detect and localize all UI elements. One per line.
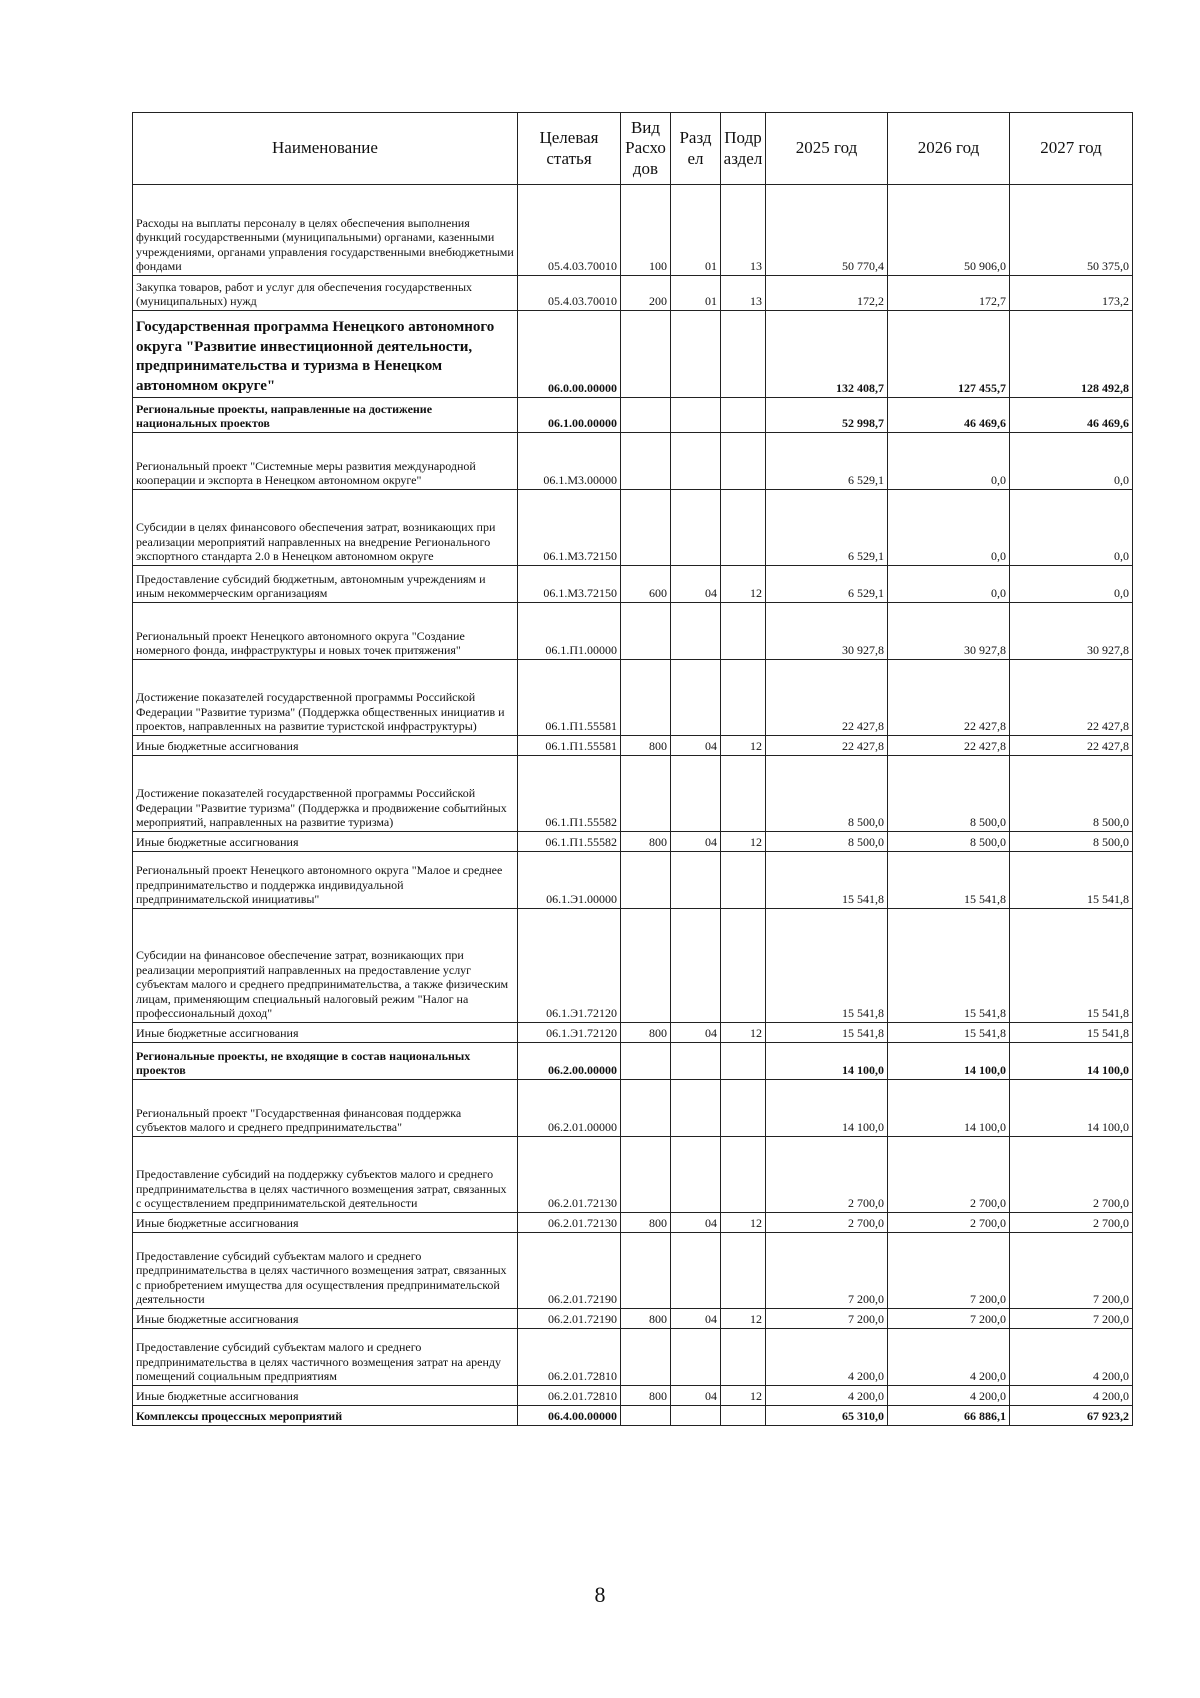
row-name: Предоставление субсидий на поддержку субъектов малого и среднего предпринимательства в целях частичного возмещения затрат, связанных с осуществлением предпринимательской деятельности [133, 1137, 518, 1213]
row-2025: 2 700,0 [766, 1137, 888, 1213]
header-section: Разд ел [671, 113, 721, 185]
row-2025: 2 700,0 [766, 1213, 888, 1233]
row-section: 04 [671, 1213, 721, 1233]
row-type: 800 [621, 1023, 671, 1043]
row-subsection [721, 1043, 766, 1080]
row-2026: 127 455,7 [888, 311, 1010, 398]
row-2027: 30 927,8 [1010, 603, 1133, 660]
row-code: 06.1.М3.00000 [518, 433, 621, 490]
row-2026: 0,0 [888, 490, 1010, 566]
row-name: Субсидии в целях финансового обеспечения затрат, возникающих при реализации мероприятий направленных на внедрение Регионального экспортного стандарта 2.0 в Ненецком автономном округе [133, 490, 518, 566]
row-subsection: 12 [721, 832, 766, 852]
table-row [133, 1080, 1133, 1137]
row-2027: 7 200,0 [1010, 1233, 1133, 1309]
header-2027: 2027 год [1010, 113, 1133, 185]
row-code: 06.2.01.72190 [518, 1309, 621, 1329]
header-2025: 2025 год [766, 113, 888, 185]
row-type: 800 [621, 736, 671, 756]
row-2026: 4 200,0 [888, 1386, 1010, 1406]
row-code: 06.2.00.00000 [518, 1043, 621, 1080]
row-name: Иные бюджетные ассигнования [133, 1309, 518, 1329]
row-subsection: 12 [721, 1023, 766, 1043]
table-body [133, 185, 1133, 1426]
row-type [621, 311, 671, 398]
table-row [133, 1386, 1133, 1406]
row-2026: 14 100,0 [888, 1080, 1010, 1137]
row-2025: 6 529,1 [766, 490, 888, 566]
row-section: 01 [671, 276, 721, 311]
row-name: Достижение показателей государственной программы Российской Федерации "Развитие туризма" (Поддержка общественных инициатив и проектов, направленных на развитие туристской инфраструктуры) [133, 660, 518, 736]
row-2026: 0,0 [888, 566, 1010, 603]
row-2025: 22 427,8 [766, 660, 888, 736]
row-2027: 22 427,8 [1010, 660, 1133, 736]
row-subsection [721, 1329, 766, 1386]
table-row [133, 832, 1133, 852]
row-name: Закупка товаров, работ и услуг для обеспечения государственных (муниципальных) нужд [133, 276, 518, 311]
row-code: 06.1.М3.72150 [518, 490, 621, 566]
row-type [621, 909, 671, 1023]
row-subsection [721, 490, 766, 566]
row-type [621, 1080, 671, 1137]
row-section [671, 756, 721, 832]
row-type [621, 603, 671, 660]
row-subsection [721, 433, 766, 490]
row-2027: 8 500,0 [1010, 756, 1133, 832]
row-2025: 65 310,0 [766, 1406, 888, 1426]
row-2026: 8 500,0 [888, 756, 1010, 832]
table-row [133, 490, 1133, 566]
row-section [671, 1329, 721, 1386]
row-section [671, 1137, 721, 1213]
row-type [621, 1137, 671, 1213]
row-section [671, 603, 721, 660]
row-2027: 128 492,8 [1010, 311, 1133, 398]
row-type [621, 490, 671, 566]
row-2025: 14 100,0 [766, 1043, 888, 1080]
row-type [621, 756, 671, 832]
row-type: 200 [621, 276, 671, 311]
row-2026: 30 927,8 [888, 603, 1010, 660]
budget-table [132, 112, 1133, 1426]
row-name: Региональные проекты, направленные на достижение национальных проектов [133, 398, 518, 433]
table-row [133, 398, 1133, 433]
row-2027: 15 541,8 [1010, 1023, 1133, 1043]
row-name: Предоставление субсидий бюджетным, автономным учреждениям и иным некоммерческим организациям [133, 566, 518, 603]
row-name: Региональный проект Ненецкого автономного округа "Создание номерного фонда, инфраструктуры и новых точек притяжения" [133, 603, 518, 660]
row-subsection [721, 756, 766, 832]
row-2027: 4 200,0 [1010, 1386, 1133, 1406]
row-code: 06.1.П1.55581 [518, 736, 621, 756]
row-2025: 15 541,8 [766, 909, 888, 1023]
table-row [133, 1233, 1133, 1309]
row-2026: 15 541,8 [888, 1023, 1010, 1043]
table-row [133, 852, 1133, 909]
row-section [671, 311, 721, 398]
row-subsection: 12 [721, 1309, 766, 1329]
row-type: 100 [621, 185, 671, 276]
row-code: 06.1.00.00000 [518, 398, 621, 433]
row-2025: 172,2 [766, 276, 888, 311]
row-section [671, 1406, 721, 1426]
row-subsection: 12 [721, 736, 766, 756]
row-2027: 8 500,0 [1010, 832, 1133, 852]
header-type: Вид Расхо дов [621, 113, 671, 185]
row-code: 05.4.03.70010 [518, 276, 621, 311]
row-section [671, 398, 721, 433]
row-code: 06.2.01.00000 [518, 1080, 621, 1137]
row-2027: 173,2 [1010, 276, 1133, 311]
row-section [671, 660, 721, 736]
row-2025: 7 200,0 [766, 1233, 888, 1309]
row-section [671, 433, 721, 490]
row-2025: 4 200,0 [766, 1329, 888, 1386]
row-name: Расходы на выплаты персоналу в целях обеспечения выполнения функций государственными (муниципальными) органами, казенными учреждениями, органами управления государственными внебюджетными фондами [133, 185, 518, 276]
row-subsection [721, 1137, 766, 1213]
row-code: 06.1.Э1.00000 [518, 852, 621, 909]
row-section: 04 [671, 736, 721, 756]
row-subsection: 13 [721, 185, 766, 276]
row-2027: 0,0 [1010, 433, 1133, 490]
row-code: 06.1.М3.72150 [518, 566, 621, 603]
row-2027: 2 700,0 [1010, 1213, 1133, 1233]
row-section [671, 909, 721, 1023]
row-section [671, 490, 721, 566]
row-2025: 15 541,8 [766, 1023, 888, 1043]
table-row [133, 1023, 1133, 1043]
row-2026: 15 541,8 [888, 852, 1010, 909]
row-section [671, 1233, 721, 1309]
row-name: Предоставление субсидий субъектам малого и среднего предпринимательства в целях частичного возмещения затрат на аренду помещений социальным предприятиям [133, 1329, 518, 1386]
row-subsection: 12 [721, 1386, 766, 1406]
row-code: 06.4.00.00000 [518, 1406, 621, 1426]
row-type: 600 [621, 566, 671, 603]
row-code: 06.1.П1.00000 [518, 603, 621, 660]
row-subsection [721, 311, 766, 398]
table-row [133, 1406, 1133, 1426]
row-2026: 8 500,0 [888, 832, 1010, 852]
table-row [133, 1309, 1133, 1329]
header-target: Целевая статья [518, 113, 621, 185]
row-section [671, 852, 721, 909]
row-code: 06.2.01.72810 [518, 1329, 621, 1386]
row-name: Иные бюджетные ассигнования [133, 832, 518, 852]
row-2027: 14 100,0 [1010, 1080, 1133, 1137]
row-2026: 4 200,0 [888, 1329, 1010, 1386]
row-2026: 46 469,6 [888, 398, 1010, 433]
row-section: 04 [671, 1023, 721, 1043]
row-code: 06.1.П1.55582 [518, 832, 621, 852]
row-code: 06.2.01.72130 [518, 1137, 621, 1213]
row-name: Субсидии на финансовое обеспечение затрат, возникающих при реализации мероприятий направленных на предоставление услуг субъектам малого и среднего предпринимательства, а также физическим лицам, применяющим специальный налоговый режим "Налог на профессиональный доход" [133, 909, 518, 1023]
row-subsection: 12 [721, 1213, 766, 1233]
row-section [671, 1043, 721, 1080]
row-subsection: 12 [721, 566, 766, 603]
row-2026: 7 200,0 [888, 1233, 1010, 1309]
page-number: 8 [594, 1582, 606, 1607]
row-code: 06.2.01.72130 [518, 1213, 621, 1233]
row-section: 04 [671, 832, 721, 852]
row-2025: 6 529,1 [766, 566, 888, 603]
row-name: Региональный проект "Системные меры развития международной кооперации и экспорта в Ненецком автономном округе" [133, 433, 518, 490]
row-code: 06.2.01.72190 [518, 1233, 621, 1309]
header-subsection: Подр аздел [721, 113, 766, 185]
row-name: Достижение показателей государственной программы Российской Федерации "Развитие туризма" (Поддержка и продвижение событийных мероприятий, направленных на развитие туризма) [133, 756, 518, 832]
row-2025: 6 529,1 [766, 433, 888, 490]
table-row [133, 1213, 1133, 1233]
row-2026: 7 200,0 [888, 1309, 1010, 1329]
row-name: Иные бюджетные ассигнования [133, 736, 518, 756]
row-2027: 4 200,0 [1010, 1329, 1133, 1386]
row-type [621, 1329, 671, 1386]
row-2025: 50 770,4 [766, 185, 888, 276]
row-2027: 15 541,8 [1010, 909, 1133, 1023]
table-row [133, 660, 1133, 736]
row-name: Комплексы процессных мероприятий [133, 1406, 518, 1426]
row-name: Региональный проект "Государственная финансовая поддержка субъектов малого и среднего предпринимательства" [133, 1080, 518, 1137]
row-subsection [721, 909, 766, 1023]
row-subsection [721, 660, 766, 736]
row-2027: 0,0 [1010, 566, 1133, 603]
row-subsection [721, 1406, 766, 1426]
row-2027: 14 100,0 [1010, 1043, 1133, 1080]
row-subsection [721, 852, 766, 909]
header-row [133, 113, 1133, 185]
row-2027: 46 469,6 [1010, 398, 1133, 433]
row-2025: 22 427,8 [766, 736, 888, 756]
row-code: 06.0.00.00000 [518, 311, 621, 398]
row-2025: 8 500,0 [766, 756, 888, 832]
row-2026: 50 906,0 [888, 185, 1010, 276]
row-type: 800 [621, 1309, 671, 1329]
header-2026: 2026 год [888, 113, 1010, 185]
row-type [621, 1406, 671, 1426]
row-2026: 22 427,8 [888, 660, 1010, 736]
row-name: Региональные проекты, не входящие в состав национальных проектов [133, 1043, 518, 1080]
row-subsection [721, 1233, 766, 1309]
row-2026: 22 427,8 [888, 736, 1010, 756]
row-2026: 14 100,0 [888, 1043, 1010, 1080]
table-row [133, 909, 1133, 1023]
row-2026: 15 541,8 [888, 909, 1010, 1023]
row-section: 04 [671, 566, 721, 603]
row-2025: 132 408,7 [766, 311, 888, 398]
row-2027: 7 200,0 [1010, 1309, 1133, 1329]
row-section: 01 [671, 185, 721, 276]
row-type [621, 398, 671, 433]
row-name: Иные бюджетные ассигнования [133, 1213, 518, 1233]
row-code: 06.2.01.72810 [518, 1386, 621, 1406]
row-2025: 52 998,7 [766, 398, 888, 433]
row-name: Региональный проект Ненецкого автономного округа "Малое и среднее предпринимательство и поддержка индивидуальной предпринимательской инициативы" [133, 852, 518, 909]
row-2027: 22 427,8 [1010, 736, 1133, 756]
row-section: 04 [671, 1309, 721, 1329]
row-2027: 0,0 [1010, 490, 1133, 566]
row-section: 04 [671, 1386, 721, 1406]
header-name: Наименование [133, 113, 518, 185]
table-row [133, 756, 1133, 832]
row-2026: 172,7 [888, 276, 1010, 311]
table-row [133, 1043, 1133, 1080]
row-type: 800 [621, 832, 671, 852]
row-2026: 0,0 [888, 433, 1010, 490]
table-row [133, 433, 1133, 490]
row-2025: 4 200,0 [766, 1386, 888, 1406]
row-type: 800 [621, 1386, 671, 1406]
row-name: Иные бюджетные ассигнования [133, 1023, 518, 1043]
row-type: 800 [621, 1213, 671, 1233]
table-row [133, 311, 1133, 398]
row-name: Государственная программа Ненецкого автономного округа "Развитие инвестиционной деятельности, предпринимательства и туризма в Ненецком автономном округе" [133, 311, 518, 398]
row-code: 06.1.П1.55582 [518, 756, 621, 832]
row-2025: 8 500,0 [766, 832, 888, 852]
row-2025: 30 927,8 [766, 603, 888, 660]
row-2025: 15 541,8 [766, 852, 888, 909]
table-row [133, 566, 1133, 603]
row-type [621, 1043, 671, 1080]
row-subsection [721, 603, 766, 660]
row-2027: 2 700,0 [1010, 1137, 1133, 1213]
row-subsection [721, 398, 766, 433]
row-code: 06.1.Э1.72120 [518, 1023, 621, 1043]
row-type [621, 660, 671, 736]
row-2026: 66 886,1 [888, 1406, 1010, 1426]
row-subsection [721, 1080, 766, 1137]
row-2026: 2 700,0 [888, 1137, 1010, 1213]
table-row [133, 185, 1133, 276]
row-2027: 50 375,0 [1010, 185, 1133, 276]
table-row [133, 603, 1133, 660]
table-row [133, 1329, 1133, 1386]
row-code: 05.4.03.70010 [518, 185, 621, 276]
row-2025: 14 100,0 [766, 1080, 888, 1137]
row-2026: 2 700,0 [888, 1213, 1010, 1233]
row-2027: 67 923,2 [1010, 1406, 1133, 1426]
row-2025: 7 200,0 [766, 1309, 888, 1329]
row-code: 06.1.П1.55581 [518, 660, 621, 736]
row-type [621, 852, 671, 909]
row-name: Иные бюджетные ассигнования [133, 1386, 518, 1406]
table-row [133, 736, 1133, 756]
row-2027: 15 541,8 [1010, 852, 1133, 909]
row-type [621, 433, 671, 490]
row-type [621, 1233, 671, 1309]
table-row [133, 276, 1133, 311]
row-section [671, 1080, 721, 1137]
row-name: Предоставление субсидий субъектам малого и среднего предпринимательства в целях частичного возмещения затрат, связанных с приобретением имущества для осуществления предпринимательской деятельности [133, 1233, 518, 1309]
table-row [133, 1137, 1133, 1213]
row-code: 06.1.Э1.72120 [518, 909, 621, 1023]
row-subsection: 13 [721, 276, 766, 311]
